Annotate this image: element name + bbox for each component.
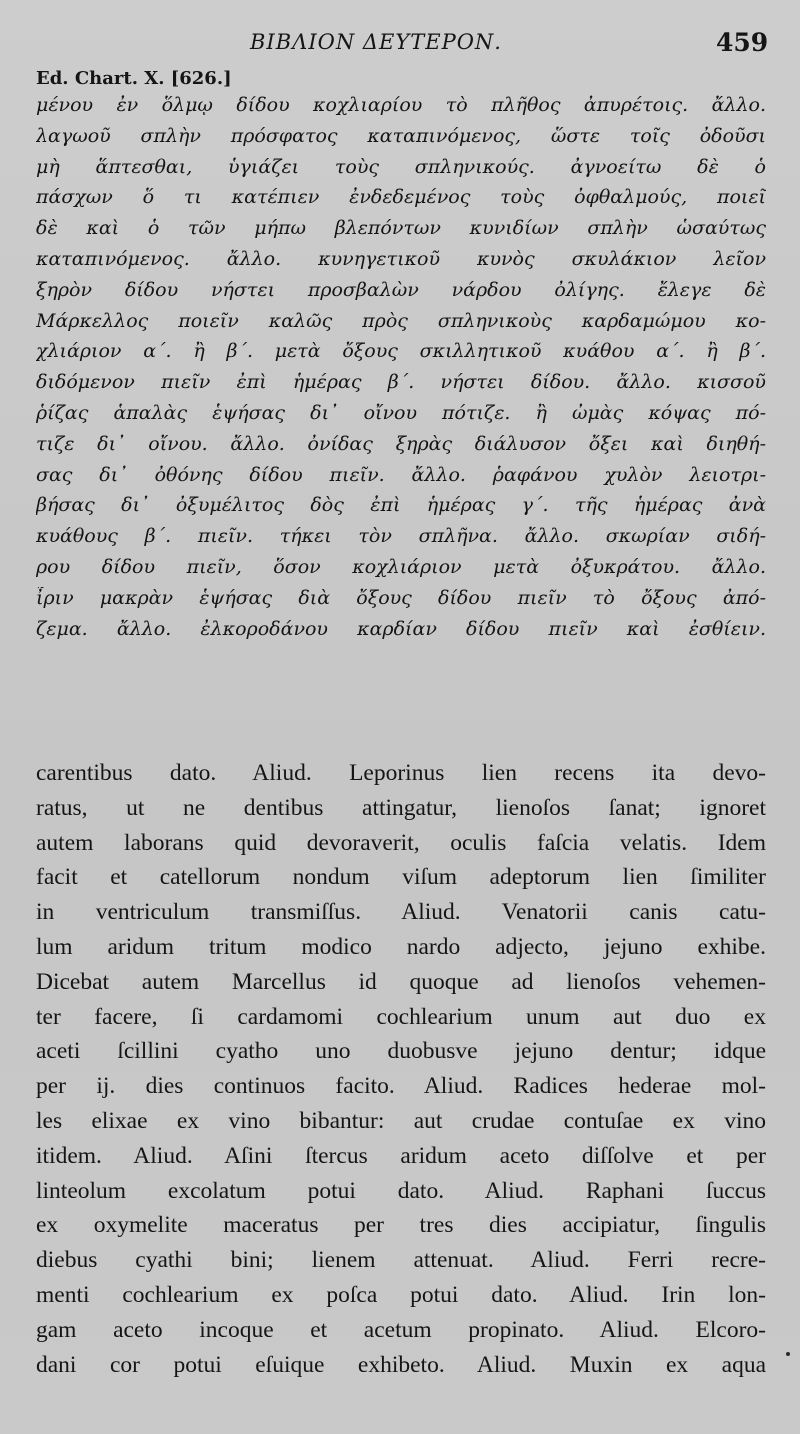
greek-line: καταπινόμενος. ἄλλο. κυνηγετικοῦ κυνὸς σκυλάκιον λεῖον bbox=[36, 247, 766, 270]
latin-line: ratus, ut ne dentibus attingatur, lienoſos ſanat; ignoret bbox=[36, 794, 766, 821]
greek-line: ζεμα. ἄλλο. ἐλκοροδάνου καρδίαν δίδου πιεῖν καὶ ἐσθίειν. bbox=[36, 617, 766, 640]
greek-line: τιζε δι᾽ οἴνου. ἄλλο. ὀνίδας ξηρὰς διάλυσον ὄξει καὶ διηθή- bbox=[36, 432, 766, 455]
greek-line: λαγωοῦ σπλὴν πρόσφατος καταπινόμενος, ὥστε τοῖς ὀδοῦσι bbox=[36, 124, 766, 147]
latin-line: Dicebat autem Marcellus id quoque ad lienoſos vehemen- bbox=[36, 968, 766, 995]
greek-line: πάσχων ὅ τι κατέπιεν ἐνδεδεμένος τοὺς ὀφθαλμούς, ποιεῖ bbox=[36, 186, 766, 209]
greek-text-block bbox=[36, 94, 766, 648]
latin-line: gam aceto incoque et acetum propinato. Aliud. Elcoro- bbox=[36, 1316, 766, 1343]
latin-line: itidem. Aliud. Aſini ſtercus aridum aceto diſſolve et per bbox=[36, 1142, 766, 1169]
latin-line: diebus cyathi bini; lienem attenuat. Aliud. Ferri recre- bbox=[36, 1247, 766, 1274]
greek-line: ῥίζας ἁπαλὰς ἑψήσας δι᾽ οἴνου πότιζε. ἢ ὠμὰς κόψας πό- bbox=[36, 401, 766, 424]
greek-line: βήσας δι᾽ ὀξυμέλιτος δὸς ἐπὶ ἡμέρας γ΄. τῆς ἡμέρας ἀνὰ bbox=[36, 494, 766, 517]
latin-text-block bbox=[36, 760, 766, 1386]
greek-line: διδόμενον πιεῖν ἐπὶ ἡμέρας β΄. νήστει δίδου. ἄλλο. κισσοῦ bbox=[36, 371, 766, 394]
latin-line: in ventriculum transmiſſus. Aliud. Venatorii canis catu- bbox=[36, 899, 766, 926]
greek-line: κυάθους β΄. πιεῖν. τήκει τὸν σπλῆνα. ἄλλο. σκωρίαν σιδή- bbox=[36, 525, 766, 548]
greek-line: χλιάριον α΄. ἢ β΄. μετὰ ὄξους σκιλλητικοῦ κυάθου α΄. ἢ β΄. bbox=[36, 340, 766, 363]
greek-line: μὴ ἅπτεσθαι, ὑγιάζει τοὺς σπληνικούς. ἀγνοείτω δὲ ὁ bbox=[36, 155, 766, 178]
latin-line: ter facere, ſi cardamomi cochlearium unum aut duo ex bbox=[36, 1003, 766, 1030]
latin-line: les elixae ex vino bibantur: aut crudae contuſae ex vino bbox=[36, 1107, 766, 1134]
greek-line: ρου δίδου πιεῖν, ὅσον κοχλιάριον μετὰ ὀξυκράτου. ἄλλο. bbox=[36, 555, 766, 578]
latin-line: aceti ſcillini cyatho uno duobusve jejuno dentur; idque bbox=[36, 1038, 766, 1065]
latin-line: per ij. dies continuos facito. Aliud. Radices hederae mol- bbox=[36, 1073, 766, 1100]
edition-reference: Ed. Chart. X. [626.] bbox=[36, 68, 232, 89]
latin-line: carentibus dato. Aliud. Leporinus lien recens ita devo- bbox=[36, 760, 766, 786]
greek-line: ἶριν μακρὰν ἑψήσας διὰ ὄξους δίδου πιεῖν τὸ ὄξους ἀπό- bbox=[36, 586, 766, 609]
greek-line: ξηρὸν δίδου νήστει προσβαλὼν νάρδου ὀλίγης. ἔλεγε δὲ bbox=[36, 278, 766, 301]
latin-line: ex oxymelite maceratus per tres dies accipiatur, ſingulis bbox=[36, 1212, 766, 1239]
page-number: 459 bbox=[716, 28, 769, 57]
latin-line: linteolum excolatum potui dato. Aliud. Raphani ſuccus bbox=[36, 1177, 766, 1204]
greek-line: Μάρκελλος ποιεῖν καλῶς πρὸς σπληνικοὺς καρδαμώμου κο- bbox=[36, 309, 766, 332]
greek-line: δὲ καὶ ὁ τῶν μήπω βλεπόντων κυνιδίων σπλὴν ὡσαύτως bbox=[36, 217, 766, 240]
running-title: ΒΙΒΛΙΟΝ ΔΕΥΤΕΡΟΝ. bbox=[250, 30, 502, 54]
latin-line: dani cor potui eſuique exhibeto. Aliud. Muxin ex aqua bbox=[36, 1351, 766, 1378]
latin-line: menti cochlearium ex poſca potui dato. Aliud. Irin lon- bbox=[36, 1281, 766, 1308]
ink-speck bbox=[786, 1352, 790, 1356]
page-header bbox=[0, 30, 800, 64]
greek-line: μένου ἐν ὅλμῳ δίδου κοχλιαρίου τὸ πλῆθος ἀπυρέτοις. ἄλλο. bbox=[36, 94, 766, 116]
greek-line: σας δι᾽ ὀθόνης δίδου πιεῖν. ἄλλο. ῥαφάνου χυλὸν λειοτρι- bbox=[36, 463, 766, 486]
latin-line: facit et catellorum nondum viſum adeptorum lien ſimiliter bbox=[36, 864, 766, 891]
latin-line: autem laborans quid devoraverit, oculis faſcia velatis. Idem bbox=[36, 829, 766, 856]
latin-line: lum aridum tritum modico nardo adjecto, jejuno exhibe. bbox=[36, 933, 766, 960]
